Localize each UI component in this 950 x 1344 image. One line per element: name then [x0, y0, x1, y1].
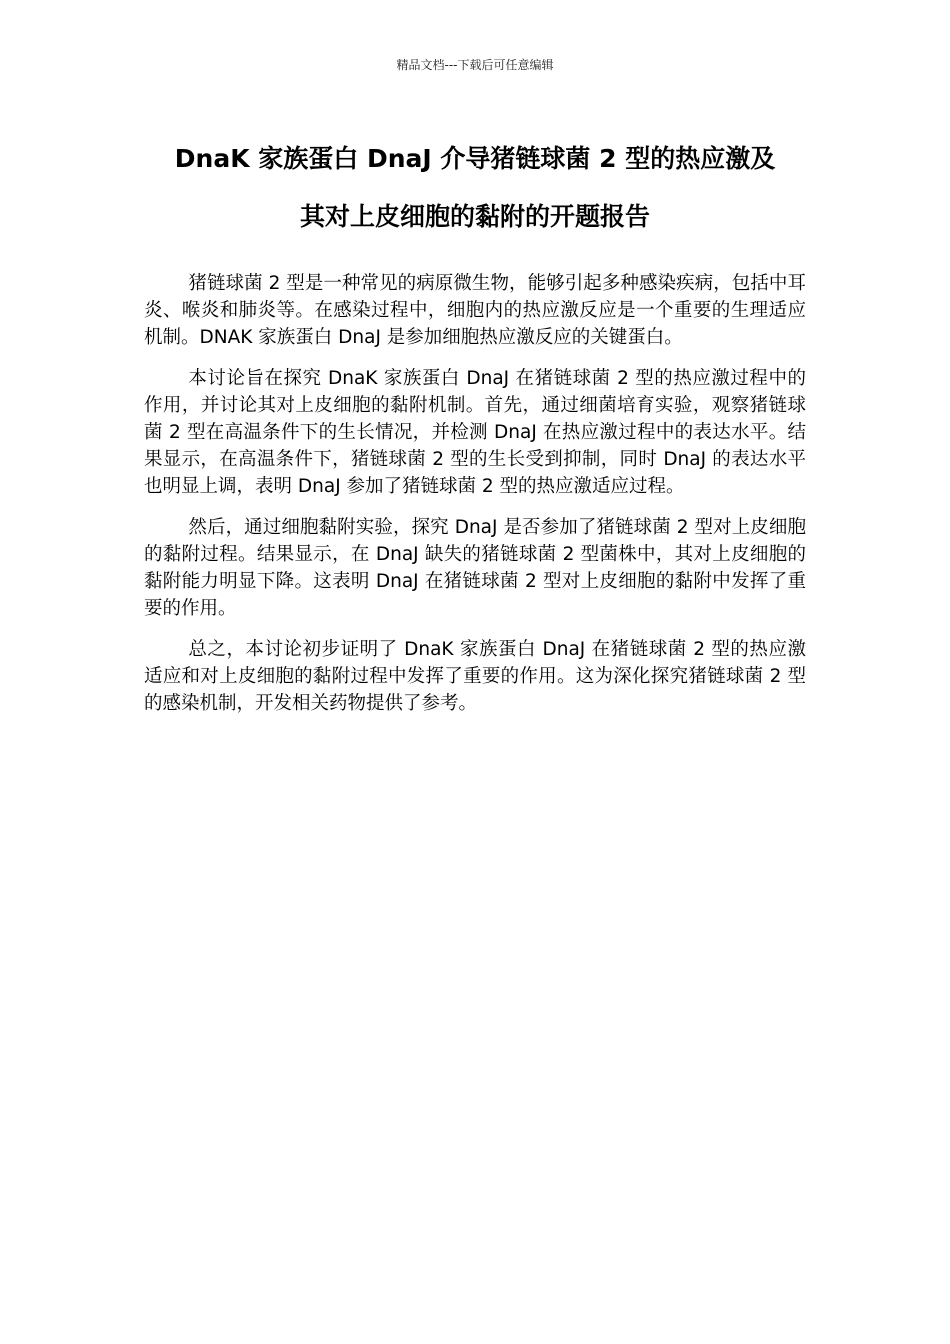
- paragraph-3: 然后，通过细胞黏附实验，探究 DnaJ 是否参加了猪链球菌 2 型对上皮细胞的黏附过程。结果显示，在 DnaJ 缺失的猪链球菌 2 型菌株中，其对上皮细胞的黏附能力明显下降。这表明 DnaJ 在猪链球菌 2 型对上皮细胞的黏附中发挥了重要的作用。: [144, 517, 806, 619]
- title-line-2: 其对上皮细胞的黏附的开题报告: [299, 202, 650, 231]
- document-body: [144, 270, 806, 731]
- document-title: [100, 130, 850, 246]
- title-line-1: DnaK 家族蛋白 DnaJ 介导猪链球菌 2 型的热应激及: [174, 144, 776, 173]
- header-note: 精品文档---下载后可任意编辑: [396, 58, 554, 72]
- paragraph-4: 总之，本讨论初步证明了 DnaK 家族蛋白 DnaJ 在猪链球菌 2 型的热应激适应和对上皮细胞的黏附过程中发挥了重要的作用。这为深化探究猪链球菌 2 型的感染机制，开发相关药物提供了参考。: [144, 639, 806, 714]
- paragraph-2: 本讨论旨在探究 DnaK 家族蛋白 DnaJ 在猪链球菌 2 型的热应激过程中的作用，并讨论其对上皮细胞的黏附机制。首先，通过细菌培育实验，观察猪链球菌 2 型在高温条件下的生长情况，并检测 DnaJ 在热应激过程中的表达水平。结果显示，在高温条件下，猪链球菌 2 型的生长受到抑制，同时 DnaJ 的表达水平也明显上调，表明 DnaJ 参加了猪链球菌 2 型的热应激适应过程。: [144, 368, 806, 497]
- paragraph-1: 猪链球菌 2 型是一种常见的病原微生物，能够引起多种感染疾病，包括中耳炎、喉炎和肺炎等。在感染过程中，细胞内的热应激反应是一个重要的生理适应机制。DNAK 家族蛋白 DnaJ 是参加细胞热应激反应的关键蛋白。: [144, 273, 806, 348]
